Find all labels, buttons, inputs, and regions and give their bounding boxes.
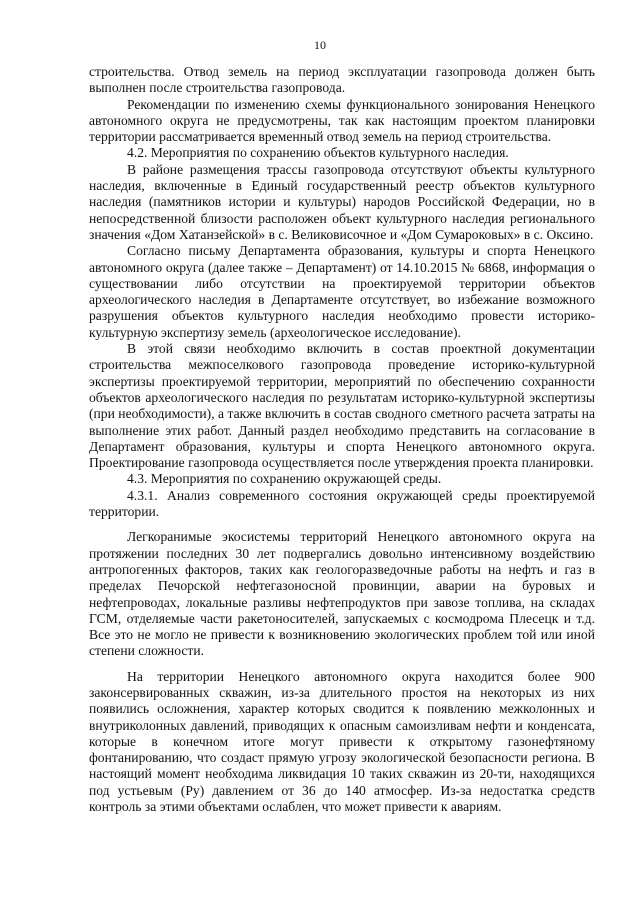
paragraph-ecosystems: Легкоранимые экосистемы территорий Ненецкого автономного округа на протяжении последних 30 лет подвергались довольно интенсивному воздействию антропогенных факторов, таких как геологоразведочные работы на нефть и газ в пределах Печорской нефтегазоносной провинции, аварии на буровых и нефтепроводах, локальные разливы нефтепродуктов при завозе топлива, на складах ГСМ, отделяемые части ракетоносителей, запускаемых с космодрома Плесецк и т.д. Все это не могло не привести к возникновению экологических проблем той или иной степени сложности. [89,529,595,659]
paragraph-wells: На территории Ненецкого автономного округа находится более 900 законсервированных скважин, из-за длительного простоя на некоторых из них появились осложнения, характер которых сводится к появлению межколонных и внутриколонных давлений, приводящих к опасным самоизливам нефти и конденсата, которые в конечном итоге могут привести к открытому газонефтяному фонтанированию, что создаст прямую угрозу экологической безопасности региона. В настоящий момент необходима ликвидация 10 таких скважин из 20-ти, находящихся под устьевым (Ру) давлением от 36 до 140 атмосфер. Из-за недостатка средств контроль за этими объектами ослаблен, что может привести к авариям. [89,668,595,815]
section-heading-4-2: 4.2. Мероприятия по сохранению объектов культурного наследия. [127,145,509,161]
paragraph-land-allotment-end: строительства. Отвод земель на период эксплуатации газопровода должен быть выполнен после строительства газопровода. [89,64,595,96]
section-heading-4-3-1: 4.3.1. Анализ современного состояния окружающей среды проектируемой территории. [89,487,595,520]
paragraph-department-letter: Согласно письму Департамента образования, культуры и спорта Ненецкого автономного округа (далее также – Департамент) от 14.10.2015 № 6868, информация о существовании либо отсутствии на проектируемой территории объектов археологического наследия в Департаменте отсутствует, во избежание возможного разрушения объектов культурного наследия необходимо провести историко-культурную экспертизу земель (археологическое исследование). [89,243,595,340]
paragraph-zoning-recommendations: Рекомендации по изменению схемы функционального зонирования Ненецкого автономного округа не предусмотрены, так как настоящим проектом планировки территории рассматривается временный отвод земель на период строительства. [89,96,595,145]
paragraph-expertise-requirement: В этой связи необходимо включить в состав проектной документации строительства межпоселкового газопровода проведение историко-культурной экспертизы проектируемой территории, мероприятий по обеспечению сохранности объектов археологического наследия по результатам историко-культурной экспертизы (при необходимости), а также включить в состав сводного сметного расчета затраты на выполнение этих работ. Данный раздел необходимо представить на согласование в Департамент образования, культуры и спорта Ненецкого автономного округа. Проектирование газопровода осуществляется после утверждения проекта планировки. [89,341,595,471]
paragraph-cultural-heritage: В районе размещения трассы газопровода отсутствуют объекты культурного наследия, включенные в Единый государственный реестр объектов культурного наследия (памятников истории и культуры) народов Российской Федерации, но в непосредственной близости расположен объект культурного наследия регионального значения «Дом Хатанзейской» в с. Великовисочное и «Дом Сумароковых» в с. Оксино. [89,161,595,242]
document-body [89,64,595,815]
section-heading-4-3: 4.3. Мероприятия по сохранению окружающей среды. [127,471,442,487]
page-number: 10 [314,38,326,52]
